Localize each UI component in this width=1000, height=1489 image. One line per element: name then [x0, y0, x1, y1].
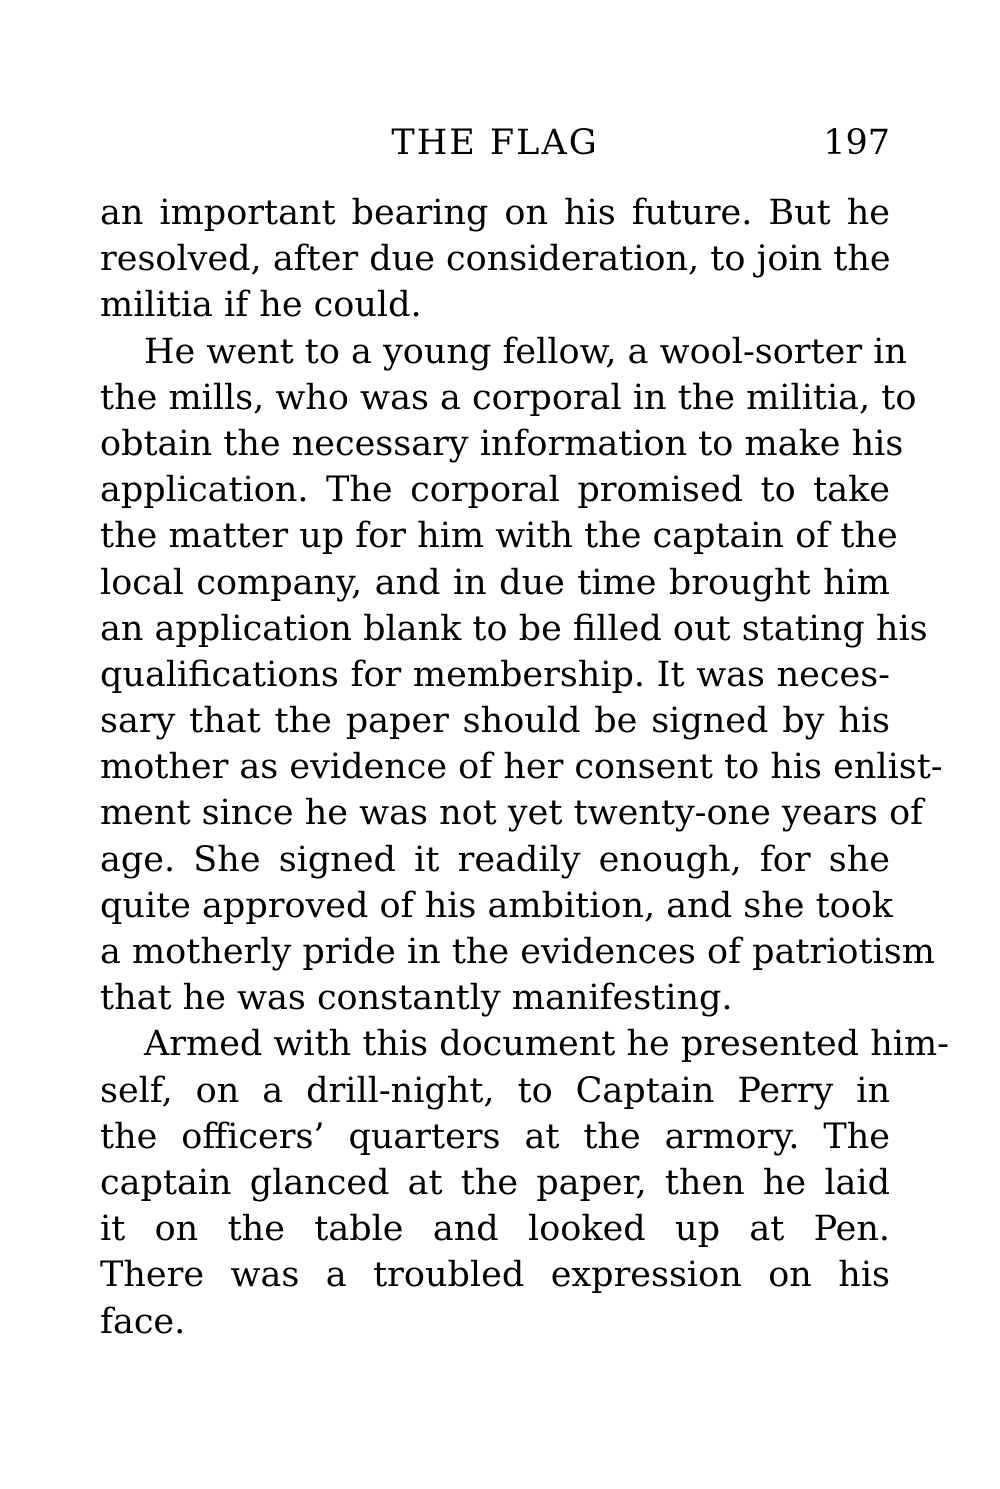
text-line: self, on a drill-night, to Captain Perry in: [100, 1070, 890, 1111]
body-text: [100, 190, 949, 1345]
text-line: militia if he could.: [100, 285, 422, 326]
text-line: sary that the paper should be signed by his: [100, 701, 890, 742]
text-line: resolved, after due consideration, to join the: [100, 239, 891, 280]
text-line: the mills, who was a corporal in the militia, to: [100, 377, 917, 418]
text-line: There was a troubled expression on his: [100, 1255, 890, 1296]
text-line: the matter up for him with the captain of the: [100, 516, 898, 557]
text-line: obtain the necessary information to make his: [100, 423, 904, 464]
text-line: mother as evidence of her consent to his enlist-: [100, 747, 943, 788]
text-line: it on the table and looked up at Pen.: [100, 1209, 890, 1250]
text-line: an important bearing on his future. But he: [100, 193, 890, 233]
text-line: quite approved of his ambition, and she took: [100, 885, 893, 926]
text-line: application. The corporal promised to take: [100, 470, 890, 511]
text-line: that he was constantly manifesting.: [100, 978, 733, 1019]
text-line: age. She signed it readily enough, for she: [100, 839, 890, 880]
text-line: local company, and in due time brought him: [100, 562, 890, 603]
text-line: qualifications for membership. It was neces-: [100, 654, 890, 695]
page-number: 197: [823, 123, 890, 163]
text-line: captain glanced at the paper, then he laid: [100, 1162, 890, 1203]
text-line: the officers’ quarters at the armory. The: [100, 1116, 890, 1157]
text-line: ment since he was not yet twenty-one years of: [100, 793, 924, 834]
text-line: Armed with this document he presented him-: [144, 1024, 949, 1065]
text-line: an application blank to be filled out stating his: [100, 608, 928, 649]
page-header: [100, 118, 890, 168]
text-line: face.: [100, 1301, 186, 1342]
text-line: He went to a young fellow, a wool-sorter in: [144, 331, 907, 372]
text-line: a motherly pride in the evidences of patriotism: [100, 932, 935, 972]
running-title: THE FLAG: [391, 123, 599, 163]
